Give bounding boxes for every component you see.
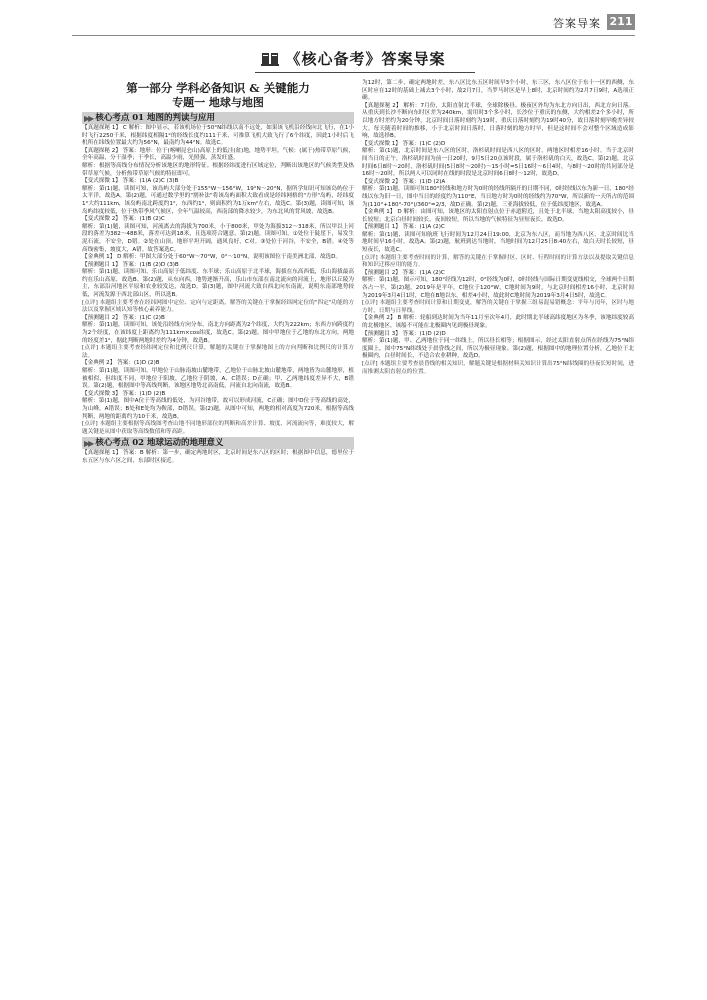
answer-paragraph: 【预测题目 1】 答案：(1)A (2)C — [362, 224, 445, 231]
part-title: 第一部分 学科必备知识 & 关键能力 — [126, 81, 310, 95]
answer-paragraph: 为12时，第二步，确定两地时差，东八区比东五区时间早3个小时，东三区，东八区位于东十一区的西侧，东区时应在12时的基础上减去3个小时，故2月7日，当罗马时区是早上8时，北京时间约为2月7日9时，A选项正确。 — [362, 80, 634, 102]
answer-paragraph: 【真题探秘 2】 解析：7月份，太阳直射北半球，全球除极昼、极夜区外均为东北方向日出，西北方向日落。从重庆到长沙不断向东时区差为240km，需用时3个多小时，长沙位于重庆的东侧，大约相差2个多小时，所以地方时差约为20分钟，北京时间日落时刻约为19时，重庆日落时刻约为19时40分，故日落时刻早晚差异较大。每天随着时间的推移，小于北京时间日落时，日落时刻的地方时早，但是这时间不会对整个区域造成影响，故选择B。 — [362, 102, 634, 140]
comment-paragraph: [点评] 本题组主要考查在经纬网图中定位、定向与定距离，解答的关键在于掌握经纬网定位的"四定"功能的方法以及掌握区域认知等核心素养能力。 — [82, 299, 354, 314]
section-banner — [0, 48, 707, 70]
comment-paragraph: [点评] 本题组主要根据等高线图考查山地不同地形部位的判断和高差计算、坡度、河流流向等，难度较大，解题关键是从图中获取等高线数值和等高距。 — [82, 421, 354, 435]
key-point-title: 核心考点 01 地图的判读与应用 — [95, 113, 216, 123]
answer-paragraph: 【变式探微 2】 答案：(1)B (2)C — [82, 216, 165, 223]
answer-paragraph: 【变式探微 3】 答案：(1)D (2)B — [82, 390, 166, 397]
comment-paragraph: [点评] 本题组主要考查晨昏线的相关知识，解题关键是根据材料关知识计算出75°N纬线圈的昼夜长短时间，进而推测太阳直射点的位置。 — [362, 360, 634, 375]
answer-paragraph: 解析：第(1)题，甲、乙两地位于同一纬线上，所以昼长相等；根据图示，经过太阳直射点所在经线为75°N纬度圈上，图中75°N纬线处于晨昏线之间，所以为极昼现象。第(2)题，根据图中的地理位置分析，乙地位于北极圈内，白昼时间长，不适合农业耕种，故选D。 — [362, 338, 634, 360]
answer-paragraph: 解析：第(1)题，读图可知航班飞行时间为12月24日19:00，北京为东八区，而当地为西八区，北京时间比当地时间早16小时，故选A。第(2)题，航班到达当地时，当地时间为12月25日8:40左右，故白天时长较短，昼短夜长，故选C。 — [362, 231, 634, 254]
answer-paragraph: 解析：根据等高线分布情况分析该地区的地形特征。根据经纬度进行区域定位，判断出该地区的气候类型及热带草原气候，分析热带草原气候的特征即可。 — [82, 162, 354, 177]
answer-paragraph: 【变式探微 1】 答案：(1)C (2)D — [362, 140, 446, 147]
answer-paragraph: 【金典例 2】 B 解析：轮船到达时间为当年11月至次年4月，此时期北半球高纬度地区为冬季，该地纬度较高的北极地区，该船不可能在北极圈内见到极昼现象。 — [362, 315, 634, 329]
banner-title: 《核心备考》答案导案 — [285, 50, 446, 68]
header-rule — [72, 35, 635, 36]
answer-paragraph: 【金典例 2】 答案：(1)D (2)B — [82, 360, 160, 367]
answer-paragraph: 【真题探秘 2】 答案：地形：位于(喀喇昆仑山)高原上的低洼(盆)地，地势平坦。气候：(属于)热带草原气候，全年高温，分干湿季；干季长，高温少雨，光照强，蒸发旺盛。 — [82, 147, 354, 162]
key-point-title: 核心考点 02 地球运动的地理意义 — [95, 438, 224, 449]
key-point-heading — [82, 437, 354, 449]
answer-paragraph: 【预测题目 1】 答案：(1)B (2)D (3)B — [82, 261, 179, 268]
comment-paragraph: [点评] 本题组主要考查经纬网定位和比例尺计算，解题的关键在于掌握地图上的方向判断和比例尺的计算方法。 — [82, 345, 354, 359]
answer-paragraph: 【真题探秘 1】 答案：B 解析：第一步，确定两地时区，北京时间是东八区的区时；根据图中信息，德里位于东五区与东六区之间，东部时区接近。 — [82, 450, 354, 464]
left-column — [82, 80, 354, 466]
answer-paragraph: 【预测题目 2】 答案：(1)A (2)C — [362, 269, 445, 276]
comment-paragraph: [点评] 本题组主要考查时间计算和日期变更，解答的关键在于掌握三组易混易错概念：平年与闰年，区时与地方时，日期与日界线。 — [362, 300, 634, 314]
arrow-icon: ▶▶ — [84, 113, 93, 123]
answer-paragraph: 解析：第(1)题，北京时间是东八区的区时，洛杉矶时间是西八区的区时，两地区时相差16小时。当于北京时间当日的正午，洛杉矶时间为前一日20时，9月5日20点该时段，属于洛杉矶的白天，故选C。第(2)题，北京时间6日8时～20时，洛杉矶时间(5日8时～20时)～15小时=5日16时～6日4时，与8时～20时的共同部分是16时～20时，所以两人可以同时在线的时段是北京时间6日8时～12时，故选D。 — [362, 148, 634, 178]
answer-paragraph: 解析：第(1)题，读图可知180°经线和地方时为0时的经线所隔开的日期不同，0时经线以东为新一日，180°经线以东为旧一日，图中当日的经度约为110°E，当日地方时为0时的经线约为70°W，所以新的一天所占的范围为(110°+180°-70°)/360°=2/3，故D正确。第(2)题，三亚海拔较低，位于低纬度地区，故选A。 — [362, 186, 634, 208]
banner-rule — [255, 72, 475, 73]
answer-paragraph: 解析：第(1)题，读图可知，河流离去的海拔为700米，小于800米，甲处为海拔312～318米，所以甲以上河段的落差为382～488米，落差可达到18米，且选项符合题意。第(2)题，读图可知，①处位于陡崖下，易发生泥石流，不安全，D错。②处在山顶，地形平坦开阔，通风良好，C对。③处位于河谷，不安全，B错。④处等高线密集，坡度大，A错。故答案选C。 — [82, 223, 354, 253]
right-column — [362, 80, 634, 376]
answer-paragraph: 解析：第(1)题，读图可知，该处沿经线方向分布，南北方向距离为2个纬度，大约为222km；东西方向跨度约为2个经度，在该纬度上距离约为111km×cos纬度，故选C。第(2)题，图中甲地位于乙地的东北方向，两地的经度差1°，据此判断两地时差约为4分钟，故选B。 — [82, 322, 354, 344]
comment-paragraph: [点评] 本题组主要考查时间的计算，解答的关键在于掌握时区、区时、行程时间的计算方法以及提取关键信息和知识迁移应用的能力。 — [362, 254, 634, 269]
arrow-icon: ▶▶ — [84, 438, 93, 449]
answer-paragraph: 解析：第(1)题，读图可知，甲地位于山脉南坡山麓地带，乙地位于山脉北坡山麓地带，两地皆为山麓地形，植被相似，但纬度不同，甲地位于阳坡，乙地位于阴坡，A、C错误；D正确；甲、乙两地纬度差异不大，B错误。第(2)题，根据图中等高线判断，该地区地势北高南低，河流自北向南流，故选B。 — [82, 368, 354, 390]
key-point-heading — [82, 112, 354, 124]
header-label: 答案导案 — [553, 17, 601, 30]
answer-paragraph: 【预测题目 3】 答案：(1)D (2)D — [362, 330, 446, 337]
answer-paragraph: 【真题探秘 1】 C 解析：图中显示，若该机场位于50°N纬线以南不远处，如果该飞机沿经线向北飞行，在1小时飞行2250千米，根据纬度相隔1°的经线长度约111千米，可推算飞机大致飞行了6个纬度，因此1小时后飞机所在纬线位置最大约为56°N，最南约为44°N。故选C。 — [82, 125, 354, 147]
page-header — [0, 0, 707, 34]
answer-paragraph: 解析：第(1)题，图示可知，180°经线为12时，0°经线为0时，0时经线与国际日期变更线相交，全球两个日期各占一半，第(2)题，2019年是平年，C地位于120°W，C地时间为9时，与北京时间相差16小时，北京时间为2019年3月4日1时，C地在B地以东，相差4小时，故此时C地时间为2019年3月4日5时，故选C。 — [362, 277, 634, 299]
page-number: 211 — [607, 14, 635, 30]
answer-paragraph: 【预测题目 2】 答案：(1)C (2)B — [82, 314, 165, 321]
answer-paragraph: 【金典例 1】 D 解析：由图可知，该地区的太阳直射点位于赤道附近，且处于北半球，当地太阳高度较小，昼长较短；北京白昼时间较长，夜间较短，所以当地的气候特征为昼短夜长，故选D。 — [362, 209, 634, 223]
answer-paragraph: 【变式探微 1】 答案：(1)A (2)C (3)B — [82, 178, 179, 185]
chapter-title: 专题一 地球与地图 — [172, 96, 264, 109]
answer-paragraph: 解析：第(1)题，读图可知，该岛屿大部分处于155°W～156°W，19°N～20°N，据所学知识可知该岛屿位于太平洋，故选A。第(2)题，可通过数学里的"割补法"将该岛屿面积大致看成是经纬网格的"方形"岛屿，经纬度1°大约111km，该岛屿南北跨度约1°，东西约1°，则面积约为1万km²左右，故选C。第(3)题，读图可知，该岛屿纬度较低，位于热带季风气候区，全年气温较高，西南部的降水较少，为东北风的背风坡，故选B。 — [82, 185, 354, 215]
answer-paragraph: 【金典例 1】 D 解析：甲图大部分处于60°W～70°W，0°～10°N，说明该图位于南美洲北部，故选D。 — [82, 254, 342, 261]
book-icon — [261, 51, 279, 67]
answer-paragraph: 【变式探微 2】 答案：(1)D (2)A — [362, 178, 446, 185]
answer-paragraph: 解析：第(1)题，图中A位于等高线的低处，为河谷地带，故可以形成河流，C正确；图中D位于等高线的高处，为山峰，A错误；B处和E处均为鞍部，D错误。第(2)题，从图中可知，两地的相对高度为720米，根据等高线判断，两地的距离约为10千米，故选B。 — [82, 398, 354, 420]
answer-paragraph: 解析：第(1)题，读图可知，乐山高原于低纬度、东半球；乐山高原于北半球，海拔在东高西低，乐山海拔最高约在乐山高原，故选B。第(2)题，从东向西，地势逐渐升高，乐山市东部在南北流向的河流上，地形以丘陵为主，东部沿河地区平原和农业较发达，故选D。第(3)题，图中河流大致自西北向东南流，说明东南部地势较低，河流发源于西北部山区，所以选B。 — [82, 269, 354, 299]
